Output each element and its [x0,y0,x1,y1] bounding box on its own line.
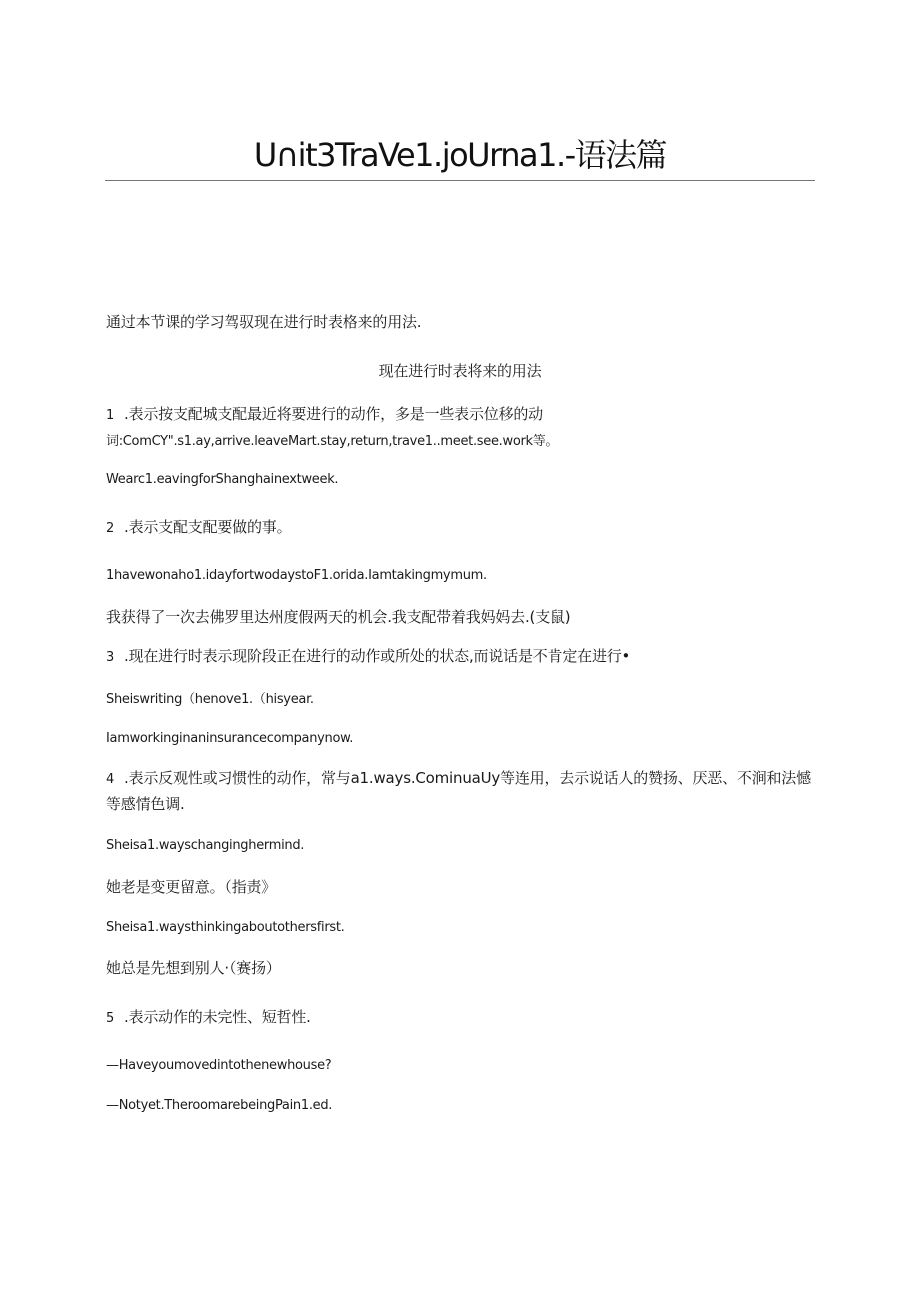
example-sentence: 1havewonaho1.idayfortwodaystoF1.orida.Iamtakingmymum. [106,568,487,583]
item-number: 4 [106,772,114,787]
example-translation: 她老是变更留意。（指责》 [106,878,277,896]
document-title: U∩it3TraVe1.joUrna1.-语法篇 [253,136,667,174]
title-underline [105,180,815,181]
example-sentence: Sheisa1.waysthinkingaboutothersfirst. [106,920,345,935]
list-item-1 [106,403,543,424]
item-text: .表示按支配城支配最近将要进行的动作，多是一些表示位移的动 [124,405,543,423]
dialogue-line: —Notyet.TheroomarebeingPain1.ed. [106,1098,333,1113]
item-text: .表示动作的未完性、短哲性. [124,1008,311,1026]
example-sentence: Iamworkinginaninsurancecompanynow. [106,731,354,746]
item-number: 5 [106,1011,114,1026]
list-item-1-continuation: 词:ComCY".s1.ay,arrive.leaveMart.stay,return,trave1..meet.see.work等。 [106,434,559,449]
section-heading: 现在进行时表将来的用法 [378,362,542,380]
item-text: .表示支配支配要做的事。 [124,518,292,536]
example-sentence: Sheisa1.wayschanginghermind. [106,838,305,853]
item-number: 3 [106,650,114,665]
list-item-5 [106,1006,311,1027]
list-item-3 [106,645,630,666]
item-text: .表示反观性或习惯性的动作，常与a1.ways.CominuaUy等连用，去示说话人的赞扬、厌恶、不涧和法憾等感情色调. [106,769,811,813]
dialogue-line: —Haveyoumovedintothenewhouse? [106,1058,332,1073]
list-item-2 [106,516,291,537]
example-sentence: Sheiswriting（henove1.（hisyear. [106,692,314,707]
list-item-4 [106,766,812,816]
item-number: 1 [106,408,114,423]
intro-text: 通过本节课的学习驾驭现在进行时表格来的用法. [106,313,422,331]
item-text: .现在进行时表示现阶段正在进行的动作或所处的状态,而说话是不肯定在进行• [124,647,631,665]
example-sentence: Wearc1.eavingforShanghainextweek. [106,472,339,487]
example-translation: 她总是先想到别人·（赛扬） [106,959,281,977]
example-translation: 我获得了一次去佛罗里达州度假两天的机会.我支配带着我妈妈去.(支鼠) [106,608,571,626]
item-number: 2 [106,521,114,536]
